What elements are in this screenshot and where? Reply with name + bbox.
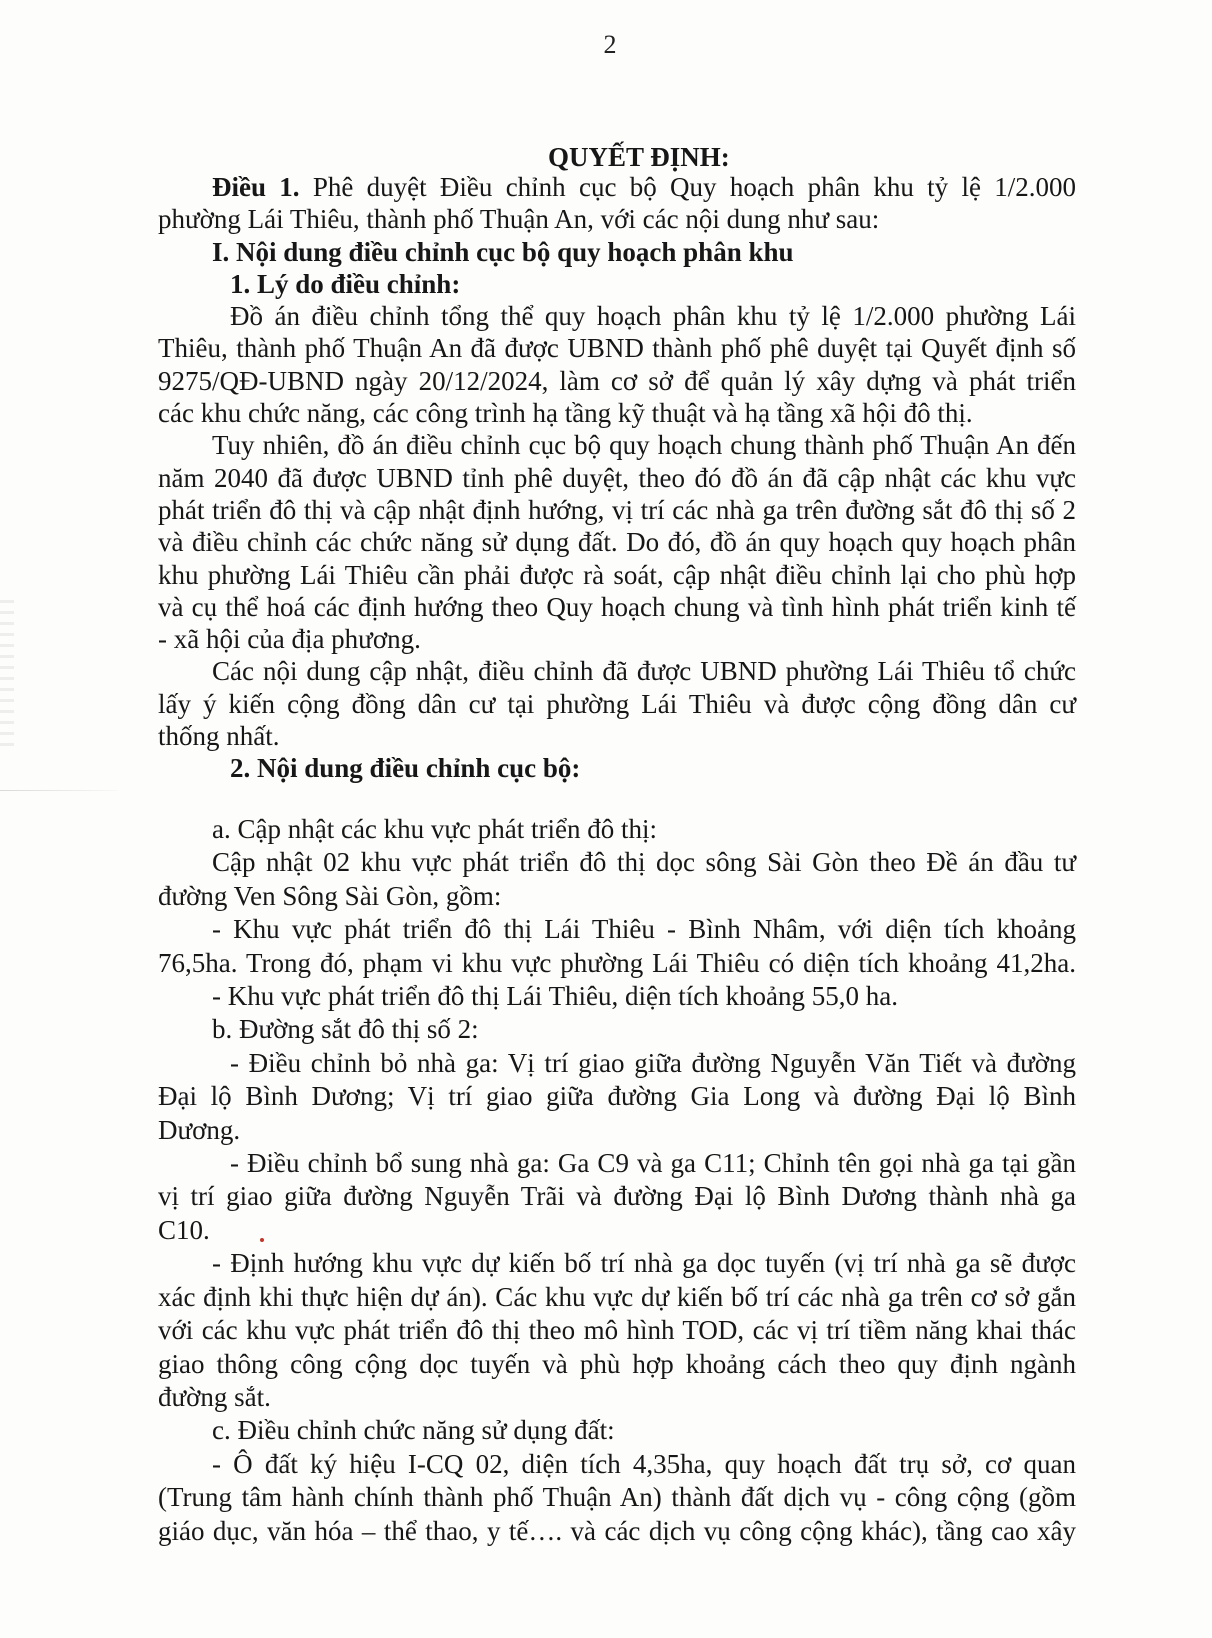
reason-paragraph-line: Thiêu, thành phố Thuận An đã được UBND thành phố phê duyệt tại Quyết định số — [158, 333, 1076, 364]
section-a-heading: a. Cập nhật các khu vực phát triển đô thị: — [212, 814, 657, 844]
changes-heading: 2. Nội dung điều chỉnh cục bộ: — [230, 753, 581, 784]
part-1-heading: I. Nội dung điều chỉnh cục bộ quy hoạch phân khu — [212, 236, 794, 267]
section-a-line: đường Ven Sông Sài Gòn, gồm: — [158, 880, 502, 911]
section-b-line: giao thông công cộng dọc tuyến và phù hợp khoảng cách theo quy định ngành — [158, 1348, 1076, 1379]
reason-paragraph-line: Đồ án điều chỉnh tổng thể quy hoạch phân khu tỷ lệ 1/2.000 phường Lái — [230, 301, 1076, 332]
section-b-line: - Điều chỉnh bỏ nhà ga: Vị trí giao giữa đường Nguyễn Văn Tiết và đường — [230, 1047, 1076, 1078]
article-1-text: Phê duyệt Điều chỉnh cục bộ Quy hoạch phân khu tỷ lệ 1/2.000 — [312, 172, 1076, 202]
reason-paragraph-line: thống nhất. — [158, 721, 280, 752]
decision-body-lower — [158, 813, 1076, 1548]
section-a-line: - Khu vực phát triển đô thị Lái Thiêu - Bình Nhâm, với diện tích khoảng — [212, 914, 1076, 945]
reason-paragraph-line: năm 2040 đã được UBND tỉnh phê duyệt, theo đó đồ án đã cập nhật các khu vực — [158, 462, 1076, 493]
section-b-heading: b. Đường sắt đô thị số 2: — [212, 1014, 479, 1045]
reason-heading: 1. Lý do điều chỉnh: — [230, 268, 461, 299]
section-b-line: C10. — [158, 1214, 210, 1245]
section-a-line: Cập nhật 02 khu vực phát triển đô thị dọc sông Sài Gòn theo Đề án đầu tư — [212, 847, 1076, 878]
scan-smudge — [0, 600, 14, 750]
section-b-line: Dương. — [158, 1114, 241, 1145]
page-number: 2 — [603, 30, 617, 59]
reason-paragraph-line: - xã hội của địa phương. — [158, 624, 421, 655]
section-b-line: vị trí giao giữa đường Nguyễn Trãi và đường Đại lộ Bình Dương thành nhà ga — [158, 1181, 1076, 1212]
article-1-label: Điều 1. — [212, 172, 300, 202]
reason-paragraph-line: lấy ý kiến cộng đồng dân cư tại phường Lái Thiêu và được cộng đồng dân cư — [158, 688, 1076, 719]
section-b-line: đường sắt. — [158, 1381, 271, 1412]
reason-paragraph-line: Các nội dung cập nhật, điều chỉnh đã được UBND phường Lái Thiêu tổ chức — [212, 656, 1076, 687]
section-b-line: với các khu vực phát triển đô thị theo mô hình TOD, các vị trí tiềm năng khai thác — [158, 1315, 1076, 1346]
article-1-line — [158, 171, 1076, 203]
decision-title: QUYẾT ĐỊNH: — [548, 142, 730, 172]
article-1-line: phường Lái Thiêu, thành phố Thuận An, với các nội dung như sau: — [158, 204, 880, 235]
reason-paragraph-line: 9275/QĐ-UBND ngày 20/12/2024, làm cơ sở để quản lý xây dựng và phát triển — [158, 365, 1076, 396]
section-b-line: xác định khi thực hiện dự án). Các khu vực dự kiến bố trí các nhà ga trên cơ sở gắn — [158, 1281, 1076, 1312]
reason-paragraph-line: phát triển đô thị và cập nhật định hướng, vị trí các nhà ga trên đường sắt đô thị số 2 — [158, 494, 1076, 525]
reason-paragraph-line: và điều chỉnh các chức năng sử dụng đất. Do đó, đồ án quy hoạch quy hoạch phân — [158, 527, 1076, 558]
section-c-line: giáo dục, văn hóa – thể thao, y tế…. và các dịch vụ công cộng khác), tầng cao xây — [158, 1515, 1076, 1546]
section-a-line: 76,5ha. Trong đó, phạm vi khu vực phường Lái Thiêu có diện tích khoảng 41,2ha. — [158, 947, 1076, 978]
section-c-line: (Trung tâm hành chính thành phố Thuận An) thành đất dịch vụ - công cộng (gồm — [158, 1482, 1076, 1513]
section-c-line: - Ô đất ký hiệu I-CQ 02, diện tích 4,35ha, quy hoạch đất trụ sở, cơ quan — [212, 1448, 1076, 1479]
section-b-line: - Điều chỉnh bổ sung nhà ga: Ga C9 và ga C11; Chỉnh tên gọi nhà ga tại gần — [230, 1148, 1076, 1179]
reason-paragraph-line: Tuy nhiên, đồ án điều chỉnh cục bộ quy hoạch chung thành phố Thuận An đến — [212, 430, 1076, 461]
reason-paragraph-line: các khu chức năng, các công trình hạ tầng kỹ thuật và hạ tầng xã hội đô thị. — [158, 398, 973, 429]
section-c-heading: c. Điều chỉnh chức năng sử dụng đất: — [212, 1415, 615, 1446]
section-b-line: - Định hướng khu vực dự kiến bố trí nhà ga dọc tuyến (vị trí nhà ga sẽ được — [212, 1248, 1076, 1279]
section-b-line: Đại lộ Bình Dương; Vị trí giao giữa đường Gia Long và đường Đại lộ Bình — [158, 1081, 1076, 1112]
section-a-line: - Khu vực phát triển đô thị Lái Thiêu, diện tích khoảng 55,0 ha. — [212, 981, 898, 1012]
reason-paragraph-line: khu phường Lái Thiêu cần phải được rà soát, cập nhật điều chỉnh lại cho phù hợp — [158, 559, 1076, 590]
reason-paragraph-line: và cụ thể hoá các định hướng theo Quy hoạch chung và tình hình phát triển kinh tế — [158, 591, 1076, 622]
scan-line — [0, 790, 118, 791]
decision-body-upper — [158, 171, 1076, 785]
